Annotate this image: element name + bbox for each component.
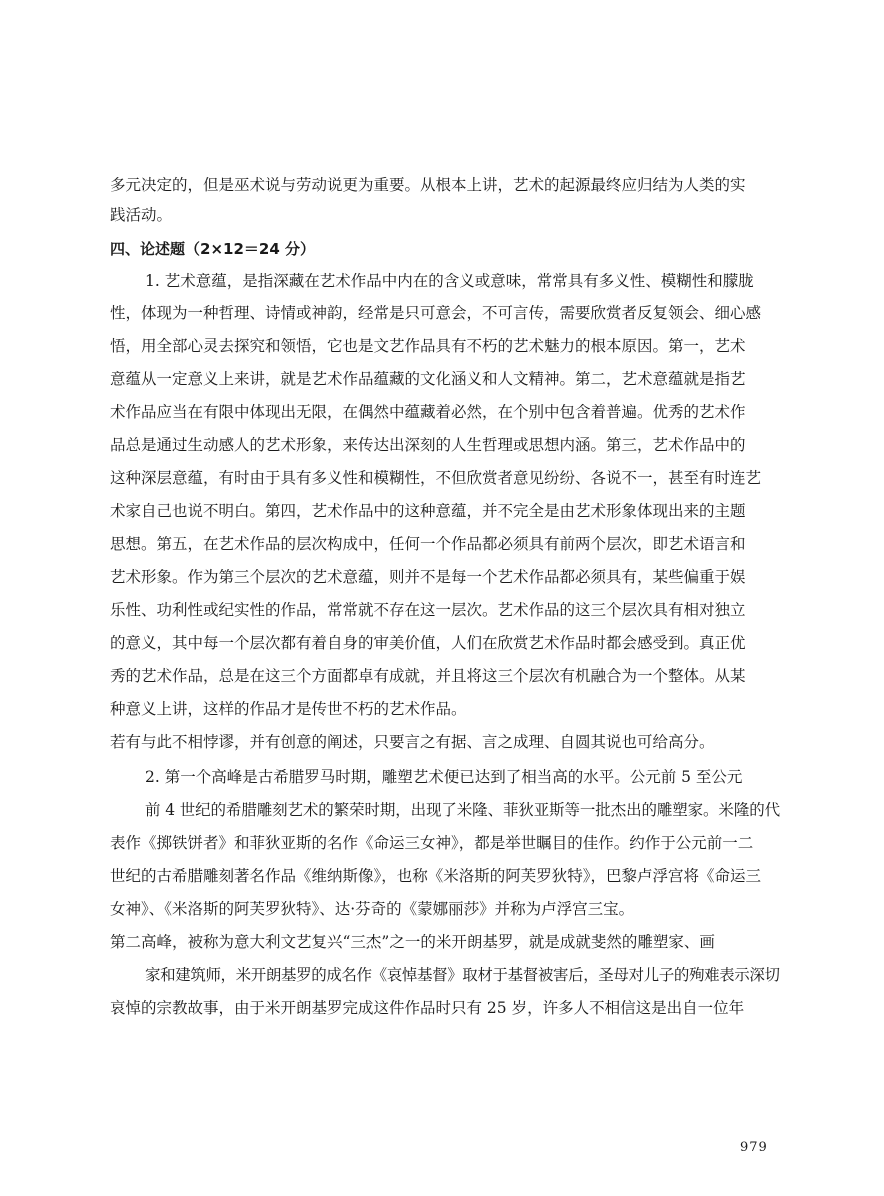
text-line (0, 428, 884, 462)
line-text: 表作《掷铁饼者》和菲狄亚斯的名作《命运三女神》，都是举世瞩目的佳作。约作于公元前一二 (110, 834, 754, 852)
text-line (0, 198, 884, 232)
text-line (0, 527, 884, 561)
heading-text: 四、论述题（2×12＝24 分） (110, 240, 315, 258)
text-line (0, 593, 884, 627)
text-line (0, 692, 884, 726)
line-text: 种意义上讲，这样的作品才是传世不朽的艺术作品。 (110, 700, 467, 718)
text-line (0, 991, 884, 1025)
line-text: 品总是通过生动感人的艺术形象，来传达出深刻的人生哲理或思想内涵。第三，艺术作品中的 (110, 436, 746, 454)
line-text: 1. 艺术意蕴，是指深藏在艺术作品中内在的含义或意味，常常具有多义性、模糊性和朦胧 (145, 272, 754, 290)
line-text: 多元决定的，但是巫术说与劳动说更为重要。从根本上讲，艺术的起源最终应归结为人类的实 (110, 176, 746, 194)
line-text: 家和建筑师，米开朗基罗的成名作《哀悼基督》取材于基督被害后，圣母对儿子的殉难表示深切 (145, 966, 780, 984)
text-line (0, 362, 884, 396)
text-line (0, 494, 884, 528)
text-line (0, 725, 884, 759)
text-line (0, 859, 884, 893)
line-text: 若有与此不相悖谬，并有创意的阐述，只要言之有据、言之成理、自圆其说也可给高分。 (110, 733, 715, 751)
line-text: 这种深层意蕴，有时由于具有多义性和模糊性，不但欣赏者意见纷纷、各说不一，甚至有时连艺 (110, 469, 762, 487)
page-number: 979 (740, 1140, 768, 1155)
line-text: 前 4 世纪的希腊雕刻艺术的繁荣时期，出现了米隆、菲狄亚斯等一批杰出的雕塑家。米隆的代 (145, 801, 780, 819)
text-line (0, 958, 884, 992)
text-line (0, 626, 884, 660)
text-line (0, 826, 884, 860)
line-text: 乐性、功利性或纪实性的作品，常常就不存在这一层次。艺术作品的这三个层次具有相对独立 (110, 601, 746, 619)
line-text: 的意义，其中每一个层次都有着自身的审美价值，人们在欣赏艺术作品时都会感受到。真正优 (110, 634, 746, 652)
line-text: 第二高峰，被称为意大利文艺复兴“三杰”之一的米开朗基罗，就是成就斐然的雕塑家、画 (110, 933, 715, 951)
line-text: 意蕴从一定意义上来讲，就是艺术作品蕴藏的文化涵义和人文精神。第二，艺术意蕴就是指艺 (110, 370, 746, 388)
line-text: 术家自己也说不明白。第四，艺术作品中的这种意蕴，并不完全是由艺术形象体现出来的主题 (110, 502, 746, 520)
text-line (0, 296, 884, 330)
line-text: 2. 第一个高峰是古希腊罗马时期，雕塑艺术便已达到了相当高的水平。公元前 5 至公元 (145, 768, 743, 786)
text-line (0, 659, 884, 693)
text-line (0, 329, 884, 363)
text-line (0, 461, 884, 495)
line-text: 艺术形象。作为第三个层次的艺术意蕴，则并不是每一个艺术作品都必须具有，某些偏重于娱 (110, 568, 746, 586)
line-text: 秀的艺术作品，总是在这三个方面都卓有成就，并且将这三个层次有机融合为一个整体。从某 (110, 667, 746, 685)
line-text: 性，体现为一种哲理、诗情或神韵，经常是只可意会，不可言传，需要欣赏者反复领会、细心感 (110, 304, 762, 322)
text-line (0, 560, 884, 594)
line-text: 哀悼的宗教故事，由于米开朗基罗完成这件作品时只有 25 岁，许多人不相信这是出自一位年 (110, 999, 745, 1017)
text-line (0, 264, 884, 298)
line-text: 悟，用全部心灵去探究和领悟，它也是文艺作品具有不朽的艺术魅力的根本原因。第一，艺术 (110, 337, 746, 355)
text-line (0, 395, 884, 429)
line-text: 女神》、《米洛斯的阿芙罗狄特》、达·芬奇的《蒙娜丽莎》并称为卢浮宫三宝。 (110, 900, 635, 918)
line-text: 术作品应当在有限中体现出无限，在偶然中蕴藏着必然，在个别中包含着普遍。优秀的艺术作 (110, 403, 746, 421)
line-text: 世纪的古希腊雕刻著名作品《维纳斯像》，也称《米洛斯的阿芙罗狄特》，巴黎卢浮宫将《命运三 (110, 867, 762, 885)
section-heading (0, 232, 884, 266)
line-text: 思想。第五，在艺术作品的层次构成中，任何一个作品都必须具有前两个层次，即艺术语言和 (110, 535, 746, 553)
text-line (0, 892, 884, 926)
line-text: 践活动。 (110, 206, 173, 224)
text-line (0, 760, 884, 794)
text-line (0, 925, 884, 959)
text-line (0, 168, 884, 202)
text-line (0, 793, 884, 827)
